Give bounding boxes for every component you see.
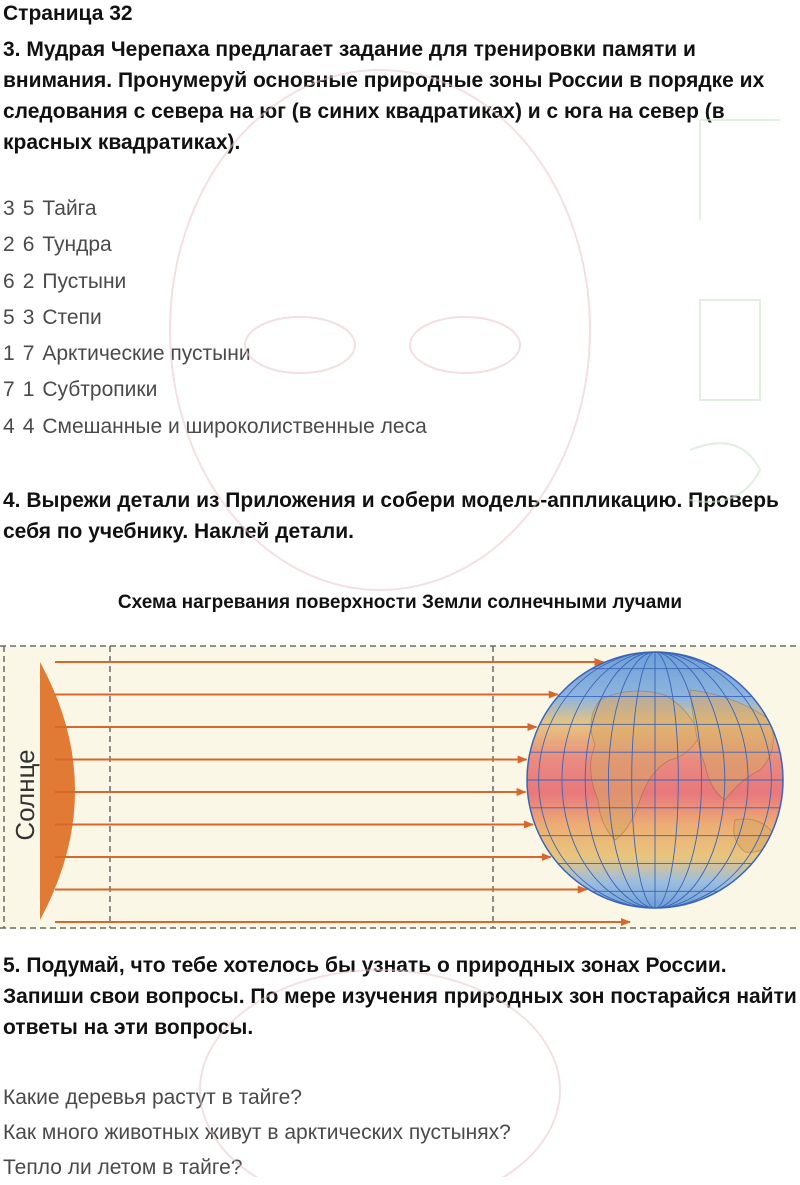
- questions-list: [3, 1080, 511, 1185]
- answer-row: [3, 191, 427, 227]
- blue-number: 6: [3, 269, 15, 293]
- zone-name: Субтропики: [42, 378, 158, 402]
- task-4-text: 4. Вырежи детали из Приложения и собери модель-аппликацию. Проверь себя по учебнику. Наклей детали.: [3, 489, 779, 543]
- blue-number: 2: [3, 233, 15, 257]
- blue-number: 3: [3, 197, 15, 220]
- diagram-title: Схема нагревания поверхности Земли солнечными лучами: [117, 592, 683, 613]
- answer-row: [3, 227, 427, 263]
- sun-label: Солнце: [10, 749, 40, 841]
- blue-number: 4: [3, 414, 15, 438]
- red-number: 2: [22, 269, 35, 293]
- blue-number: 7: [3, 378, 15, 402]
- answer-row: [3, 372, 427, 408]
- answer-row: [3, 300, 427, 336]
- answer-row: [3, 409, 427, 445]
- earth-globe: [527, 652, 783, 908]
- red-number: 6: [22, 233, 35, 257]
- red-number: 3: [22, 305, 35, 329]
- task-5-text: 5. Подумай, что тебе хотелось бы узнать о природных зонах России. Запиши свои вопросы. По мере изучения природных зон постарайся найти ответы на эти вопросы.: [3, 954, 797, 1039]
- answer-row: [3, 264, 427, 300]
- zone-name: Тайга: [42, 197, 97, 220]
- heating-diagram: [0, 640, 800, 930]
- zone-name: Смешанные и широколиственные леса: [42, 414, 427, 438]
- red-number: 4: [22, 414, 35, 438]
- red-number: 7: [22, 342, 35, 366]
- blue-number: 5: [3, 305, 15, 329]
- answer-row: [3, 336, 427, 372]
- zone-name: Арктические пустыни: [42, 342, 251, 366]
- blue-number: 1: [3, 342, 15, 366]
- question-item: Тепло ли летом в тайге?: [3, 1156, 243, 1179]
- zone-name: Степи: [42, 305, 102, 329]
- zone-answers-list: [3, 191, 427, 445]
- red-number: 5: [22, 197, 35, 220]
- zone-name: Тундра: [42, 233, 112, 257]
- task-3-text: 3. Мудрая Черепаха предлагает задание для тренировки памяти и внимания. Пронумеруй основные природные зоны России в порядке их следования с севера на юг (в синих квадратиках) и с юга на север (в красных квадратиках).: [3, 38, 765, 154]
- question-item: Какие деревья растут в тайге?: [3, 1086, 302, 1109]
- zone-name: Пустыни: [42, 269, 127, 293]
- question-item: Как много животных живут в арктических пустынях?: [3, 1121, 511, 1144]
- red-number: 1: [22, 378, 35, 402]
- page-title: Страница 32: [3, 2, 133, 25]
